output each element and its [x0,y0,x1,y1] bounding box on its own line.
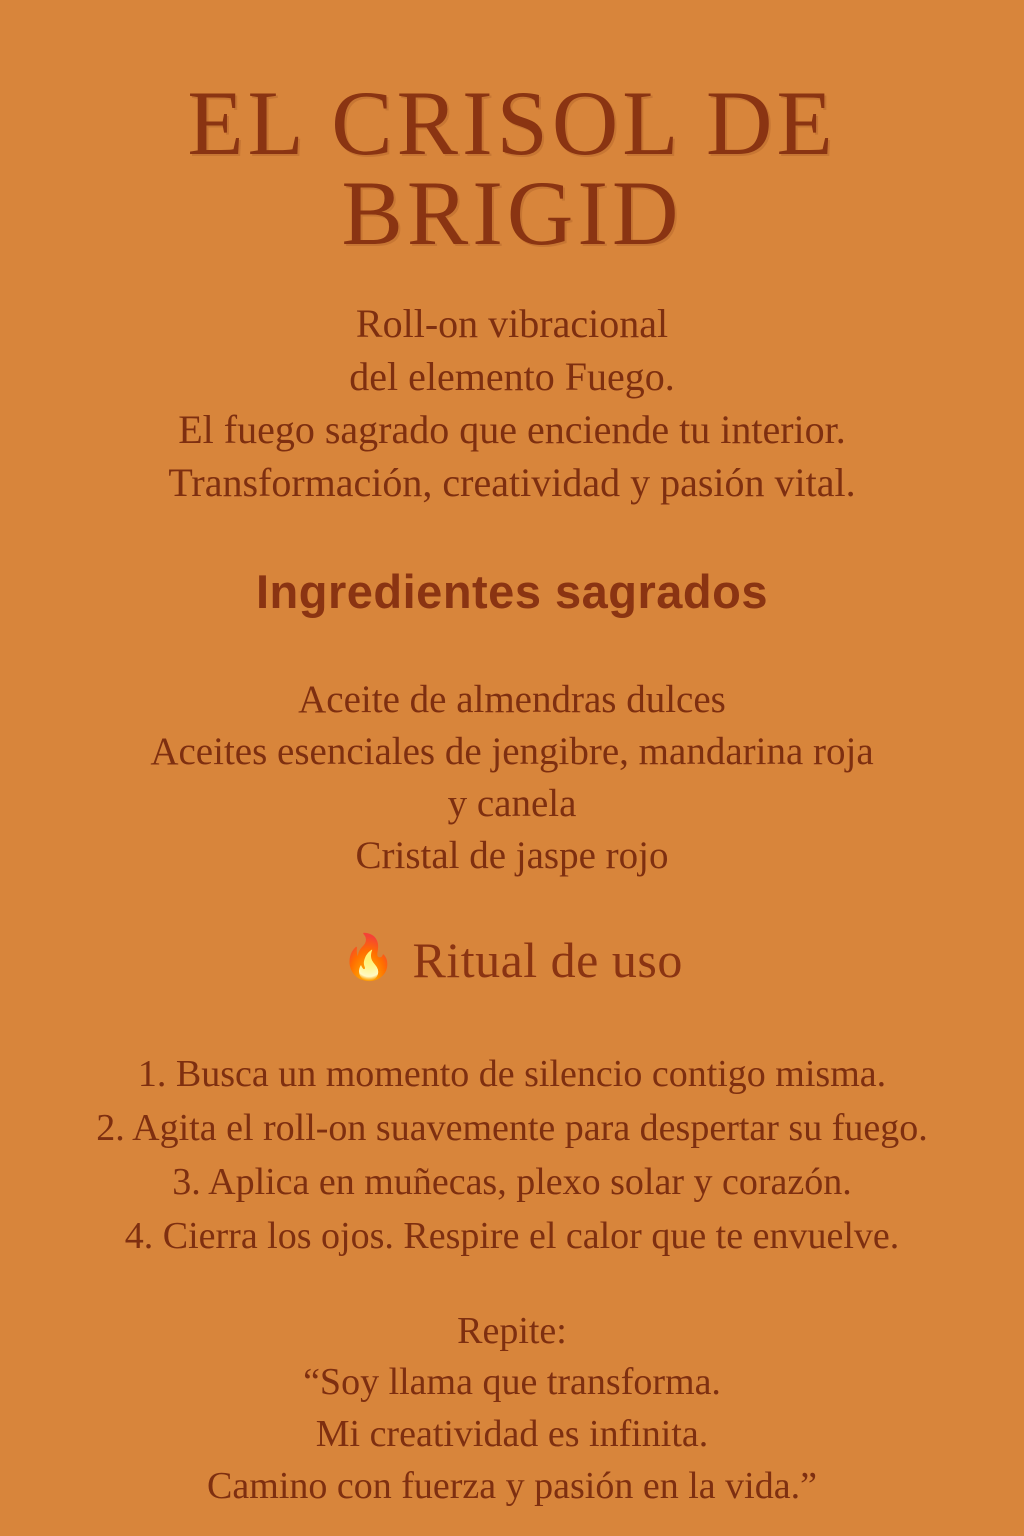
ritual-heading-label: Ritual de uso [412,931,683,988]
list-item: Aceites esenciales de jengibre, mandarina roja [150,729,874,773]
affirmation-line: Camino con fuerza y pasión en la vida.” [207,1464,817,1507]
affirmation-line: “Soy llama que transforma. [303,1361,721,1404]
page-title: EL CRISOL DE BRIGID [187,72,837,265]
ingredients-list [150,674,873,883]
ritual-heading [341,931,683,989]
intro-line: del elemento Fuego. [349,354,675,400]
intro-line: El fuego sagrado que enciende tu interior. [178,406,846,452]
ritual-steps-list [96,1048,928,1264]
flame-icon: 🔥 [341,932,397,982]
list-item: y canela [447,782,577,825]
list-item: Aceite de almendras dulces [298,677,726,721]
list-item: 3. Aplica en muñecas, plexo solar y corazón. [172,1160,852,1203]
intro-text [168,298,855,509]
list-item: 4. Cierra los ojos. Respire el calor que te envuelve. [124,1214,900,1257]
list-item: 1. Busca un momento de silencio contigo misma. [137,1053,887,1095]
intro-line: Transformación, creatividad y pasión vital. [168,459,856,505]
affirmation-line: Mi creatividad es infinita. [315,1413,709,1456]
intro-line: Roll-on vibracional [355,301,669,347]
ingredients-heading: Ingredientes sagrados [256,564,768,618]
list-item: Cristal de jaspe rojo [355,834,669,878]
affirmation-block [207,1306,817,1513]
affirmation-label: Repite: [457,1309,567,1352]
list-item: 2. Agita el roll-on suavemente para despertar su fuego. [96,1106,928,1149]
